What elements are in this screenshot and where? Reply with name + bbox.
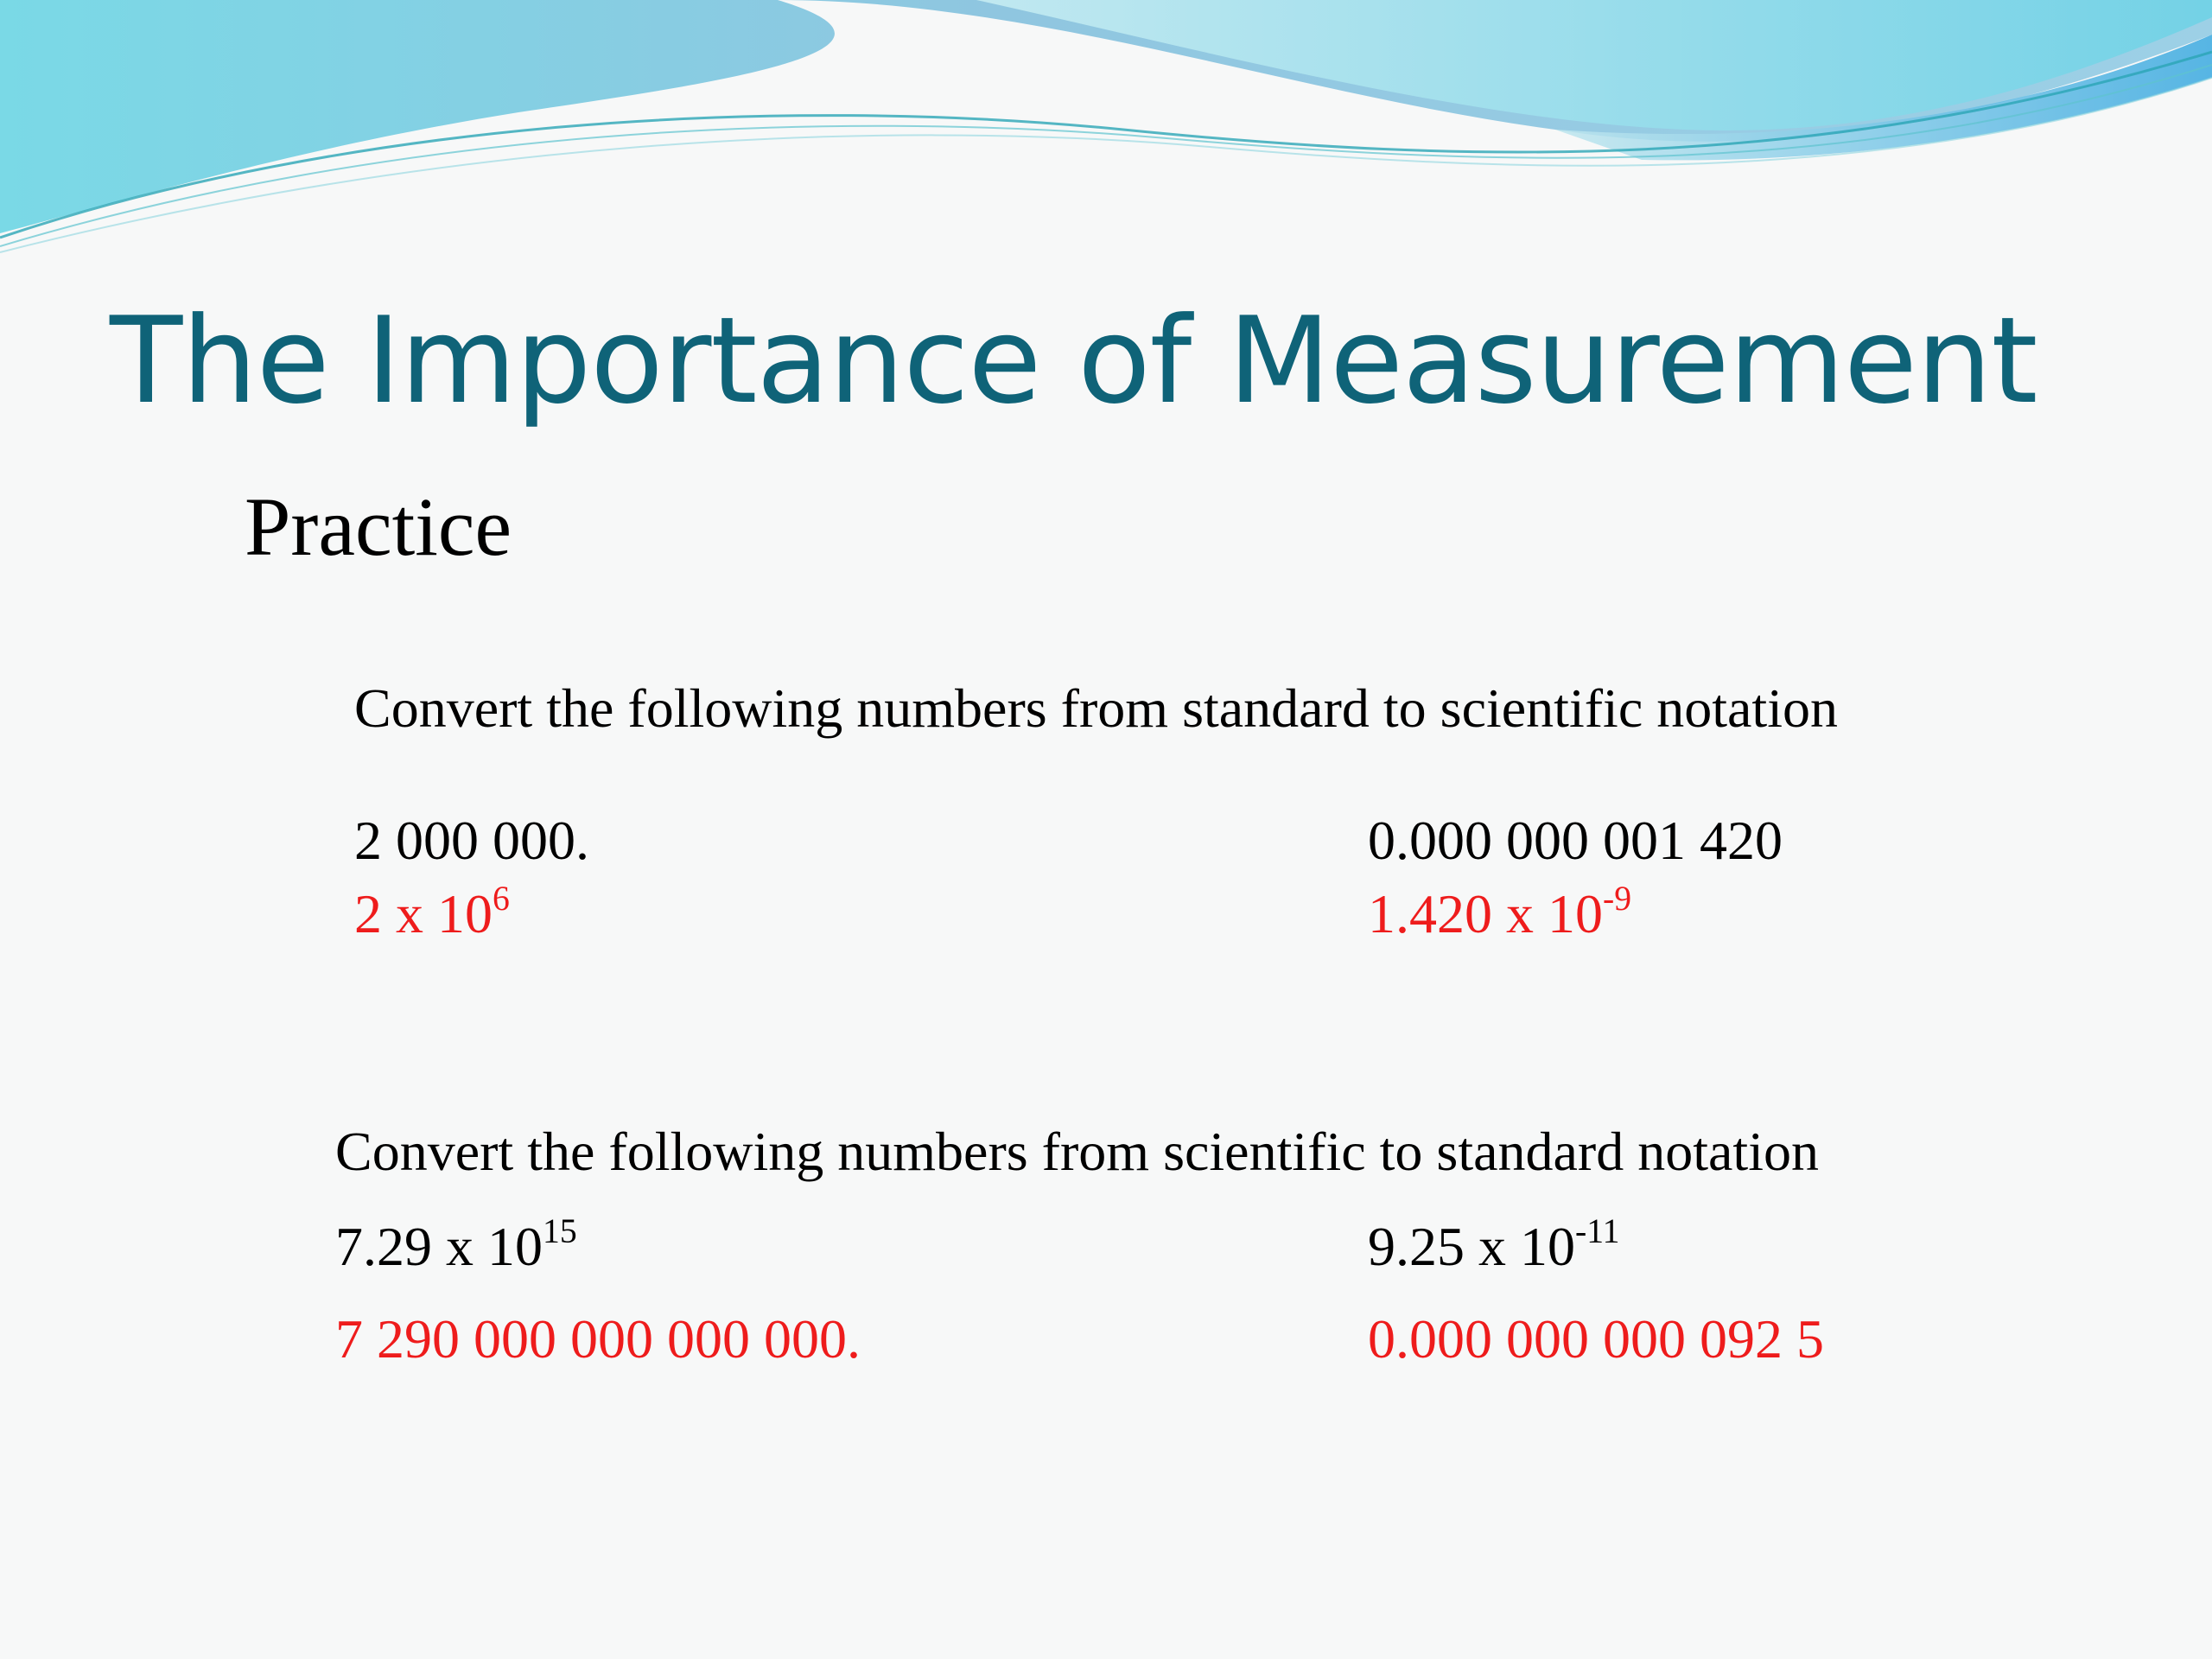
answer-standard-2: 0.000 000 000 092 5 — [1368, 1308, 1824, 1370]
answer-scientific-2-base: 1.420 x 10 — [1368, 883, 1603, 944]
instruction-standard-to-scientific: Convert the following numbers from standard to scientific notation — [354, 677, 1838, 739]
slide-title: The Importance of Measurement — [110, 291, 2037, 430]
question-scientific-2-exponent: -11 — [1575, 1211, 1620, 1250]
answer-scientific-1-exponent: 6 — [493, 879, 510, 918]
answer-scientific-1-base: 2 x 10 — [354, 883, 493, 944]
answer-scientific-2-exponent: -9 — [1603, 879, 1632, 918]
question-standard-1: 2 000 000. — [354, 810, 589, 871]
wave-banner — [0, 0, 2212, 259]
question-scientific-1-base: 7.29 x 10 — [335, 1216, 543, 1277]
answer-standard-1: 7 290 000 000 000 000. — [335, 1308, 861, 1370]
question-scientific-1 — [335, 1211, 577, 1280]
question-scientific-2-base: 9.25 x 10 — [1368, 1216, 1575, 1277]
instruction-scientific-to-standard: Convert the following numbers from scientific to standard notation — [335, 1121, 1819, 1182]
slide-subtitle: Practice — [245, 480, 512, 573]
question-scientific-2 — [1368, 1211, 1620, 1280]
question-standard-2: 0.000 000 001 420 — [1368, 810, 1783, 871]
answer-scientific-1 — [354, 881, 510, 947]
question-scientific-1-exponent: 15 — [543, 1211, 577, 1250]
answer-scientific-2 — [1368, 881, 1631, 947]
